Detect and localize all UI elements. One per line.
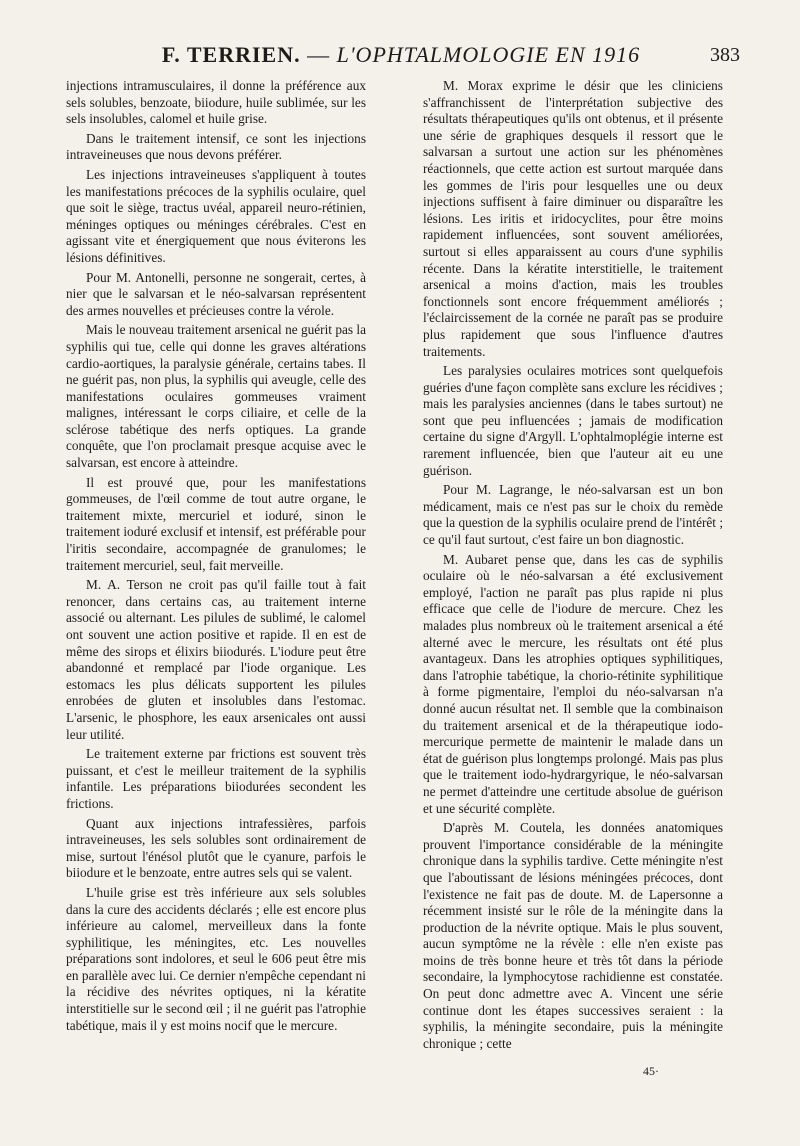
header-author: F. TERRIEN. [161,42,301,67]
paragraph: M. Morax exprime le désir que les cliniciens s'affranchissent de l'interprétation subjective des résultats thérapeutiques qu'ils ont obtenus, et il présente une série de graphiques desquels il ressort que le salvarsan a surtout une action sur les phénomènes réactionnels, que cette action est surtout marquée dans les gommes de l'iris pour lesquelles une ou deux injections suffisent à faire diminuer ou disparaître les lésions. Les iritis et iridocyclites, pour être moins rapidement influencées, sont souvent améliorées, surtout si elles apparaissent au cours d'une syphilis récente. Dans la kératite interstitielle, le traitement arsenical a moins d'action, mais les troubles fonctionnels sont encore fréquemment améliorés ; l'éclaircissement de la cornée ne paraît pas se produire plus rapidement que sous l'influence d'autres traitements. [423,78,723,359]
paragraph: Mais le nouveau traitement arsenical ne guérit pas la syphilis qui tue, celle qui donne les graves altérations cardio-aortiques, la paralysie générale, certains tabes. Il ne guérit pas, non plus, la syphilis qui aveugle, celle des manifestations oculaires gommeuses vraiment malignes, intéressant le corps ciliaire, et celle de la sclérose tabétique des nerfs optiques. La grande conquête, que l'on proclamait presque acquise avec le salvarsan, est encore à atteindre. [66,322,366,471]
right-column [423,78,723,1055]
paragraph: Pour M. Lagrange, le néo-salvarsan est un bon médicament, mais ce n'est pas sur le choix du remède que la question de la syphilis oculaire prend de l'intérêt ; ce qu'il faut surtout, c'est faire un bon diagnostic. [423,482,724,548]
paragraph: M. A. Terson ne croit pas qu'il faille tout à fait renoncer, dans certains cas, au traitement interne associé ou alternant. Les pilules de sublimé, le calomel ont souvent une action positive et rapide. Il en est de même des sirops et élixirs biiodurés. L'iodure peut être abandonné et remplacé par l'iode organique. Les estomacs les plus délicats supportent les pilules enrobées de gluten et insolubles dans l'estomac. L'arsenic, le phosphore, les eaux arsenicales ont aussi leur utilité. [66,577,366,742]
paragraph: Dans le traitement intensif, ce sont les injections intraveineuses que nous devons préférer. [66,130,366,163]
paragraph: Les paralysies oculaires motrices sont quelquefois guéries d'une façon complète sans exclure les récidives ; mais les paralysies anciennes (dans le tabes surtout) ne sont que peu influencées ; jamais de modification certaine du signe d'Argyll. L'ophtalmoplégie interne est rarement influencée, bien que l'auteur ait eu une guérison. [423,363,723,478]
paragraph: Le traitement externe par frictions est souvent très puissant, et c'est le meilleur traitement de la syphilis infantile. Les préparations biiodurées secondent les frictions. [66,746,366,811]
header-journal-title: L'OPHTALMOLOGIE EN 1916 [336,42,641,67]
paragraph: Pour M. Antonelli, personne ne songerait, certes, à nier que le salvarsan et le néo-salvarsan représentent des armes nouvelles et précieuses contre la vérole. [66,269,366,318]
paragraph: Les injections intraveineuses s'appliquent à toutes les manifestations précoces de la syphilis oculaire, quel que soit le siège, tractus uvéal, appareil neuro-rétinien, méninges optiques ou méninges cérébrales. C'est en agissant vite et énergiquement que nous éviterons les lésions définitives. [66,166,366,265]
page-number: 383 [710,44,740,66]
header-dash: — [300,42,337,67]
left-column [66,78,366,1037]
running-header [62,42,740,72]
header-title [62,42,740,68]
paragraph: Quant aux injections intrafessières, parfois intraveineuses, les sels solubles sont ordinairement de mise, surtout l'énésol plutôt que le cyanure, parfois le biiodure et le benzoate, entre autres sels qui se valent. [66,815,366,881]
paragraph: M. Aubaret pense que, dans les cas de syphilis oculaire où le néo-salvarsan a été exclusivement employé, l'action ne paraît pas plus rapide ni plus efficace que celle de l'iodure de mercure. Chez les malades plus nombreux où le traitement arsenical a été alterné avec le mercure, les résultats ont été plus avantageux. Dans les atrophies optiques syphilitiques, dans l'atrophie tabétique, la chorio-rétinite syphilitique à forme pigmentaire, l'emploi du néo-salvarsan n'a donné aucun résultat net. Il semble que la combinaison du traitement arsenical et de la thérapeutique iodo-mercurique permette de maintenir le malade dans un état de guérison plus longtemps prolongé. Mais pas plus que le traitement iodo-hydrargyrique, le néo-salvarsan ne permet d'atteindre une certitude absolue de guérison et une sécurité complète. [423,551,723,816]
paragraph: L'huile grise est très inférieure aux sels solubles dans la cure des accidents déclarés ; elle est encore plus inférieure au calomel, merveilleux dans la fonte syphilitique, les méningites, etc. Les nouvelles préparations sont indolores, et seul le 606 peut être mis en parallèle avec lui. Ce dernier n'empêche cependant ni la récidive des névrites optiques, ni la kératite interstitielle sur le second œil ; il ne guérit pas l'atrophie tabétique, mais il y est moins nocif que le mercure. [66,884,366,1033]
paragraph: Il est prouvé que, pour les manifestations gommeuses, de l'œil comme de tout autre organe, le traitement mixte, mercuriel et ioduré, sinon le traitement ioduré exclusif et intensif, est préférable pour l'iritis secondaire, accompagnée de granulomes; le traitement mercuriel, seul, fait merveille. [66,474,366,573]
paragraph: D'après M. Coutela, les données anatomiques prouvent l'importance considérable de la méningite chronique dans la syphilis tardive. Cette méningite n'est que l'aboutissant de lésions méningées précoces, dont l'existence ne fait pas de doute. M. de Lapersonne a récemment insisté sur le rôle de la méningite dans la production de la névrite optique. Mais le plus souvent, aucun symptôme ne la révèle : elle n'en existe pas moins de très bonne heure et très tôt dans la période secondaire, la lymphocytose rachidienne est constatée. On peut donc admettre avec A. Vincent une série continue dont les étapes successives seraient : la syphilis, la méningite secondaire, puis la méningite chronique ; cette [423,820,723,1051]
paragraph: injections intramusculaires, il donne la préférence aux sels solubles, benzoate, biiodure, huile sublimée, sur les sels insolubles, calomel et huile grise. [66,78,366,127]
signature-mark: 45· [643,1064,659,1078]
